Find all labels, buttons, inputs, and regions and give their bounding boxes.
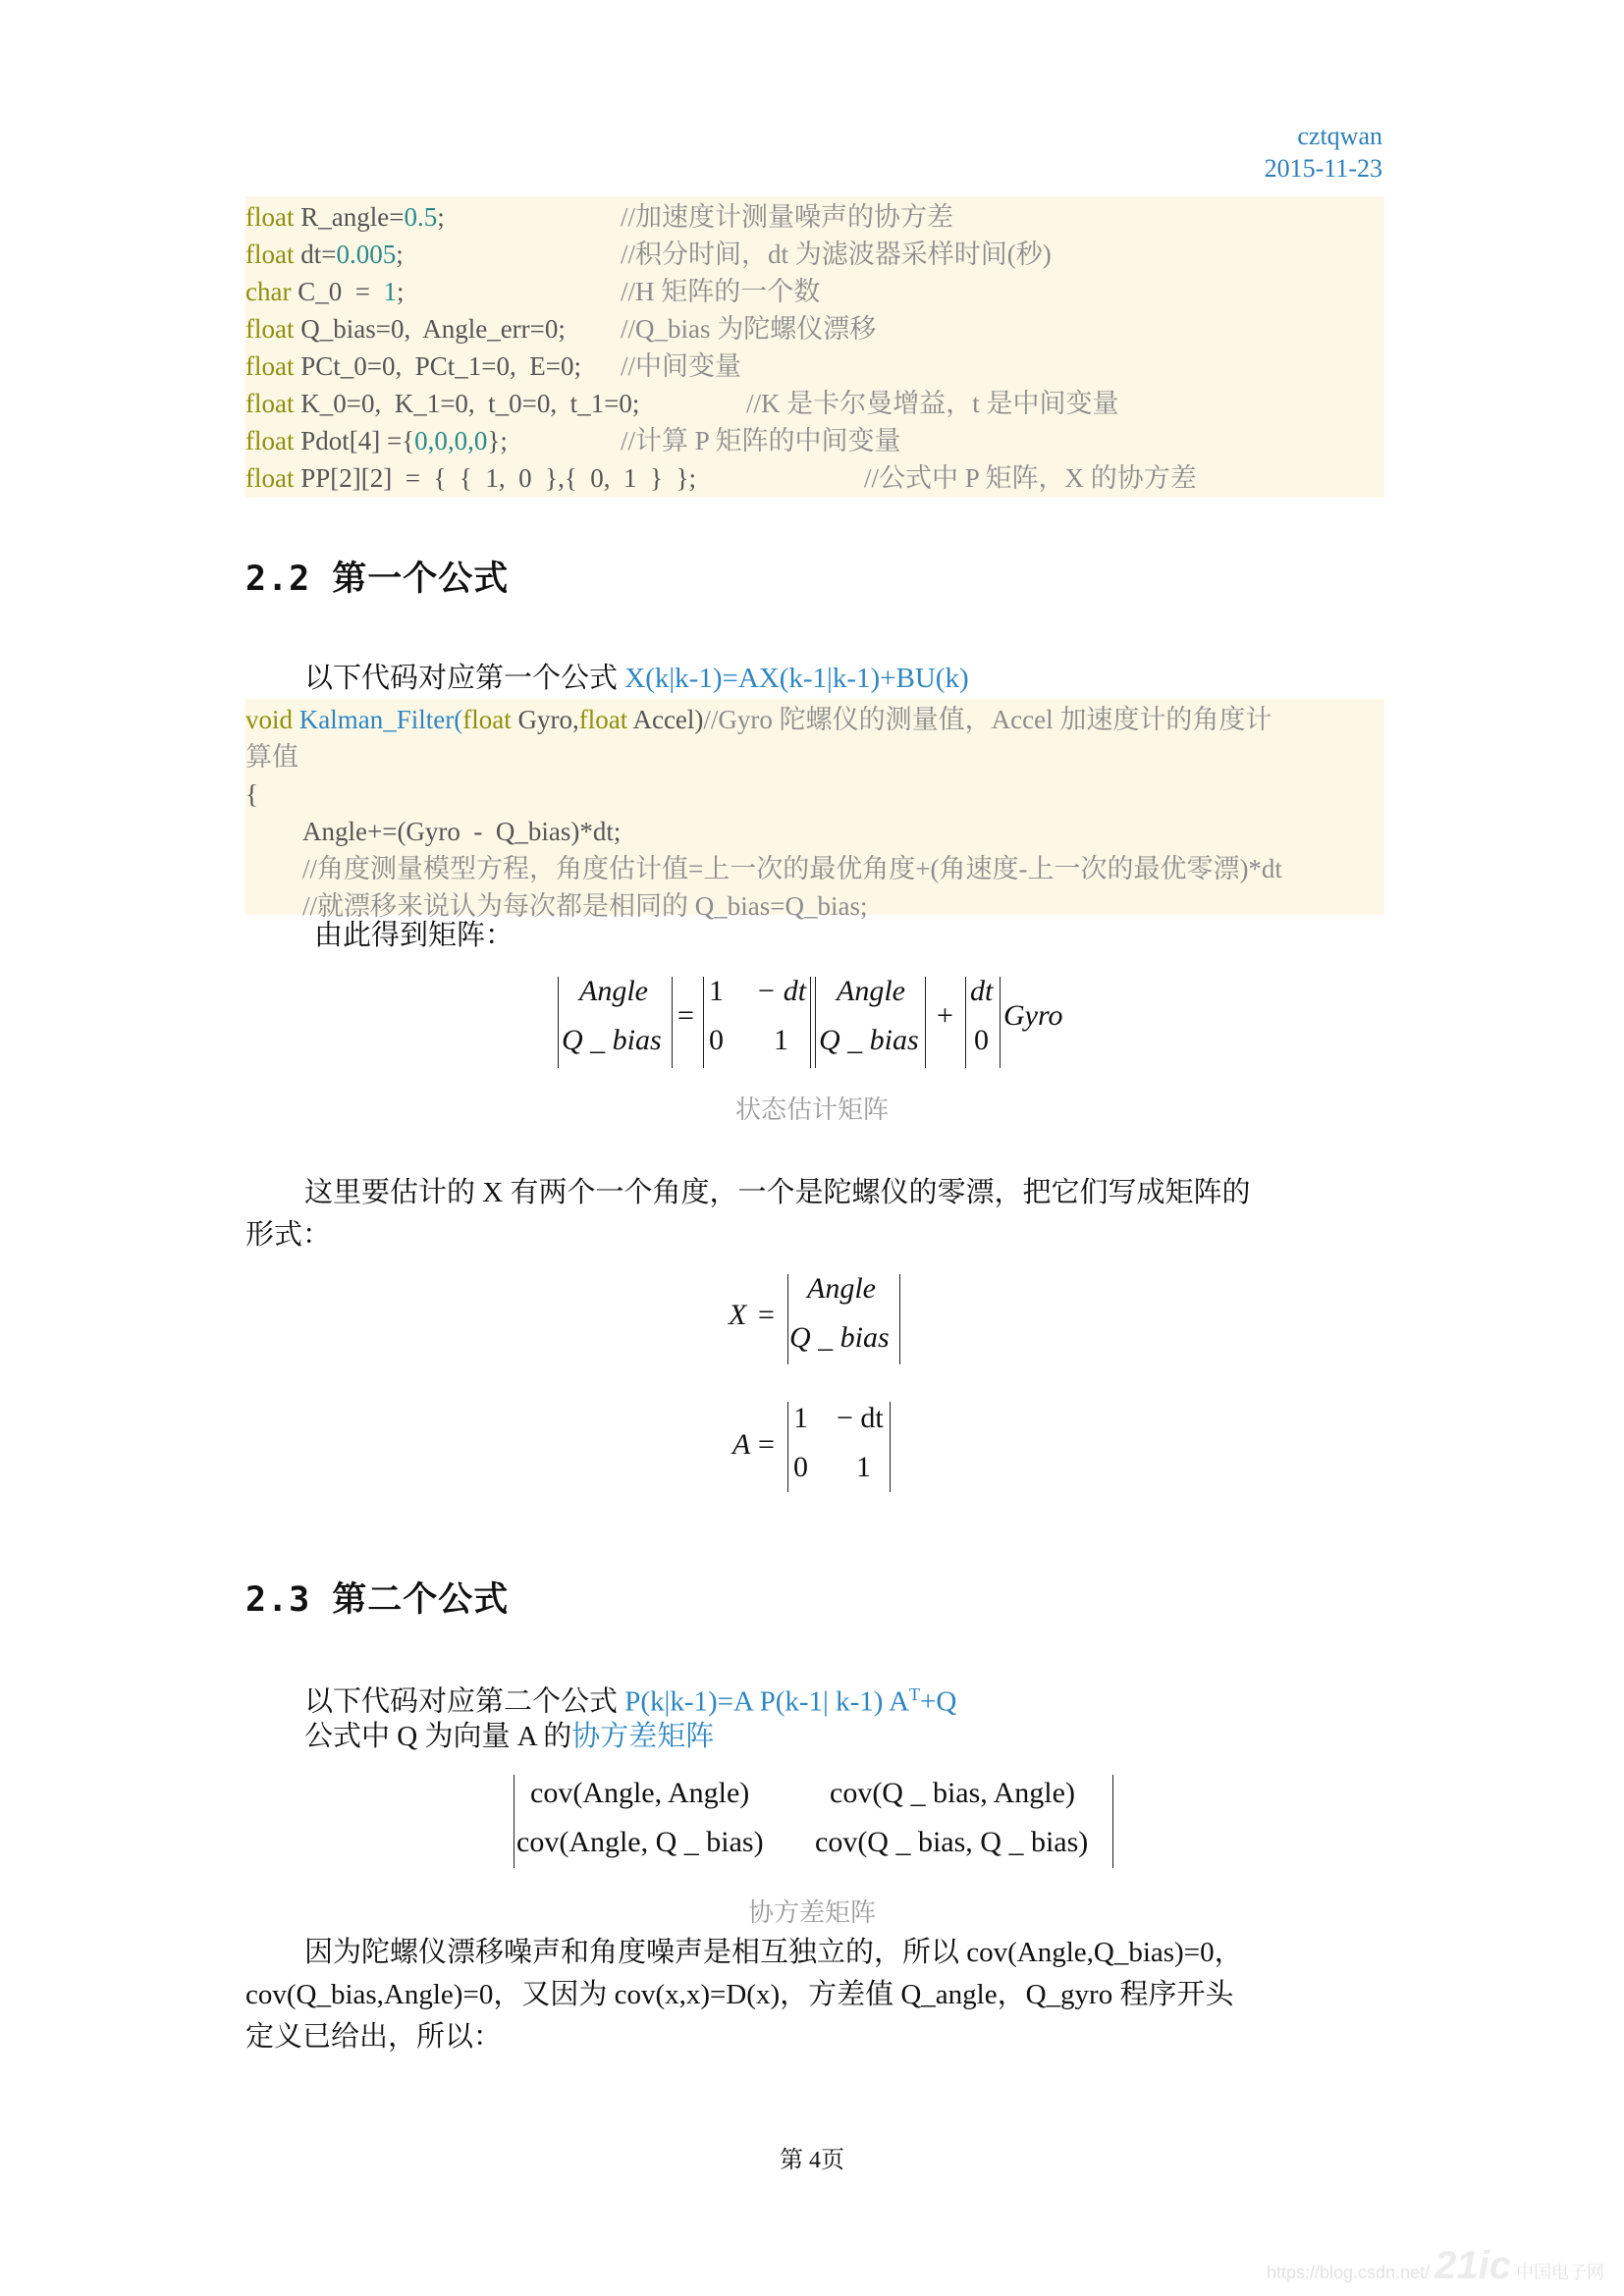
paragraph-x: 这里要估计的 X 有两个一个角度，一个是陀螺仪的零漂，把它们写成矩阵的 — [304, 1177, 1251, 1208]
page-number: 第 4页 — [780, 2148, 844, 2173]
code-keyword: float — [578, 705, 628, 734]
code-text: ; — [396, 277, 405, 306]
watermark-url: https://blog.csdn.net/ — [1267, 2263, 1431, 2282]
code-line: //就漂移来说认为每次都是相同的 Q_bias=Q_bias; — [302, 891, 868, 921]
code-arg: Gyro, — [511, 705, 579, 734]
author: cztqwan — [1297, 122, 1382, 150]
code-text: ; — [437, 202, 445, 232]
formula-2-note — [304, 1716, 714, 1758]
code-number: 0,0,0,0 — [414, 426, 488, 455]
code-line — [245, 236, 1384, 273]
intro-text: 以下代码对应第二个公式 — [304, 1685, 625, 1718]
code-text: Q_bias=0, Angle_err=0; — [294, 314, 566, 344]
code-text: dt= — [294, 240, 337, 269]
code-comment: //Gyro 陀螺仪的测量值，Accel 加速度计的角度计 — [703, 705, 1272, 734]
code-line — [245, 347, 1384, 385]
matrix-cell: 1 — [774, 1024, 788, 1056]
code-keyword: float — [462, 705, 512, 734]
code-comment: //中间变量 — [621, 351, 742, 381]
matrix-cell: 1 — [793, 1402, 808, 1434]
paragraph-final-3: 定义已给出，所以： — [245, 2021, 503, 2053]
matrix-cell: Angle — [837, 975, 905, 1007]
caption-state-matrix: 状态估计矩阵 — [734, 1095, 889, 1124]
note-text: 公式中 Q 为向量 A 的 — [304, 1721, 572, 1752]
matrix-intro: 由此得到矩阵： — [314, 920, 514, 951]
x-symbol: X — [729, 1299, 747, 1331]
code-text: }; — [487, 426, 508, 455]
code-keyword: float — [245, 389, 295, 418]
formula-2-end: +Q — [920, 1685, 957, 1718]
matrix-cell: Angle — [579, 975, 648, 1007]
plus-sign: + — [937, 999, 953, 1032]
matrix-cell: Angle — [807, 1272, 876, 1305]
code-line: 算值 — [245, 742, 298, 772]
code-line: Angle+=(Gyro - Q_bias)*dt; — [302, 817, 622, 846]
code-comment: //积分时间，dt 为滤波器采样时间(秒) — [621, 240, 1052, 269]
code-text: Pdot[4] ={ — [294, 426, 415, 455]
code-line — [245, 198, 1384, 236]
code-paren: ( — [454, 705, 463, 734]
matrix-cell: cov(Angle, Q _ bias) — [516, 1826, 764, 1858]
covariance-link[interactable]: 协方差矩阵 — [571, 1721, 715, 1752]
code-arg: Accel) — [627, 705, 704, 734]
code-text: PP[2][2] = { { 1, 0 },{ 0, 1 } }; — [294, 463, 696, 493]
matrix-cell: 1 — [709, 975, 724, 1007]
watermark-brand: 中国电子网 — [1516, 2263, 1604, 2282]
matrix-cell: 0 — [793, 1451, 808, 1483]
code-keyword: float — [245, 240, 295, 269]
code-number: 0.5 — [404, 202, 438, 232]
code-keyword: float — [245, 463, 295, 493]
matrix-cell: Q _ bias — [789, 1321, 890, 1354]
matrix-cell: Q _ bias — [562, 1024, 662, 1056]
formula-1: X(k|k-1)=AX(k-1|k-1)+BU(k) — [624, 663, 969, 694]
matrix-cell: Gyro — [1003, 999, 1063, 1032]
section-heading-2-3: 2.3 第二个公式 — [245, 1580, 510, 1620]
code-keyword: float — [245, 426, 295, 455]
function-name: Kalman_Filter — [298, 705, 455, 734]
section-heading-2-2: 2.2 第一个公式 — [245, 560, 510, 599]
matrix-cell: cov(Q _ bias, Angle) — [830, 1777, 1075, 1809]
code-line — [245, 422, 1384, 459]
code-line: //角度测量模型方程，角度估计值=上一次的最优角度+(角速度-上一次的最优零漂)*dt — [302, 854, 1282, 883]
matrix-cell: cov(Angle, Angle) — [530, 1777, 750, 1809]
code-line — [245, 701, 1384, 738]
paragraph-final-1: 因为陀螺仪漂移噪声和角度噪声是相互独立的，所以 cov(Angle,Q_bias)=0， — [304, 1937, 1243, 1968]
code-comment: //H 矩阵的一个数 — [621, 277, 821, 306]
equals-sign: = — [677, 999, 694, 1032]
code-comment: //K 是卡尔曼增益，t 是中间变量 — [746, 389, 1119, 418]
code-line — [245, 273, 1384, 310]
code-keyword: float — [245, 314, 295, 344]
matrix-cell: − dt — [837, 1402, 884, 1434]
code-line — [245, 459, 1384, 497]
code-keyword: float — [245, 351, 295, 381]
intro-text: 以下代码对应第一个公式 — [304, 663, 625, 694]
code-number: 0.005 — [336, 240, 397, 269]
code-text: K_0=0, K_1=0, t_0=0, t_1=0; — [294, 389, 640, 418]
code-number: 1 — [383, 277, 397, 306]
caption-covariance-matrix: 协方差矩阵 — [747, 1898, 876, 1927]
code-text: ; — [396, 240, 404, 269]
code-line — [245, 385, 1384, 422]
code-keyword: char — [245, 277, 292, 306]
code-line: { — [245, 779, 258, 809]
matrix-cell: dt — [970, 975, 994, 1007]
formula-superscript: T — [909, 1684, 921, 1704]
matrix-cell: Q _ bias — [819, 1024, 919, 1056]
code-text: PCt_0=0, PCt_1=0, E=0; — [294, 351, 581, 381]
matrix-cell: 0 — [709, 1024, 724, 1056]
code-keyword: void — [245, 705, 294, 734]
code-line — [245, 310, 1384, 347]
equals-sign: = — [758, 1428, 775, 1461]
code-keyword: float — [245, 202, 295, 232]
code-comment: //Q_bias 为陀螺仪漂移 — [621, 314, 877, 344]
date: 2015-11-23 — [1264, 154, 1382, 183]
code-comment: //公式中 P 矩阵，X 的协方差 — [864, 463, 1197, 493]
code-text: C_0 = — [291, 277, 384, 306]
matrix-cell: cov(Q _ bias, Q _ bias) — [815, 1826, 1089, 1858]
formula-2: P(k|k-1)=A P(k-1| k-1) A — [624, 1685, 910, 1718]
watermark-logo: 21ic — [1435, 2244, 1511, 2287]
code-text: R_angle= — [294, 202, 405, 232]
matrix-cell: 1 — [856, 1451, 871, 1483]
equals-sign: = — [758, 1299, 775, 1331]
matrix-cell: 0 — [974, 1024, 989, 1056]
code-block-kalman-filter — [245, 699, 1384, 921]
code-comment: //加速度计测量噪声的协方差 — [621, 202, 954, 232]
paragraph-final-2: cov(Q_bias,Angle)=0，又因为 cov(x,x)=D(x)，方差值 Q_angle，Q_gyro 程序开头 — [245, 1979, 1234, 2010]
a-symbol: A — [732, 1428, 751, 1461]
watermark — [1267, 2244, 1604, 2288]
formula-intro-1 — [304, 658, 969, 700]
code-block-variables — [245, 196, 1384, 498]
paragraph-x-line2: 形式： — [245, 1219, 332, 1251]
code-comment: //计算 P 矩阵的中间变量 — [621, 426, 901, 455]
matrix-cell: − dt — [756, 975, 807, 1007]
